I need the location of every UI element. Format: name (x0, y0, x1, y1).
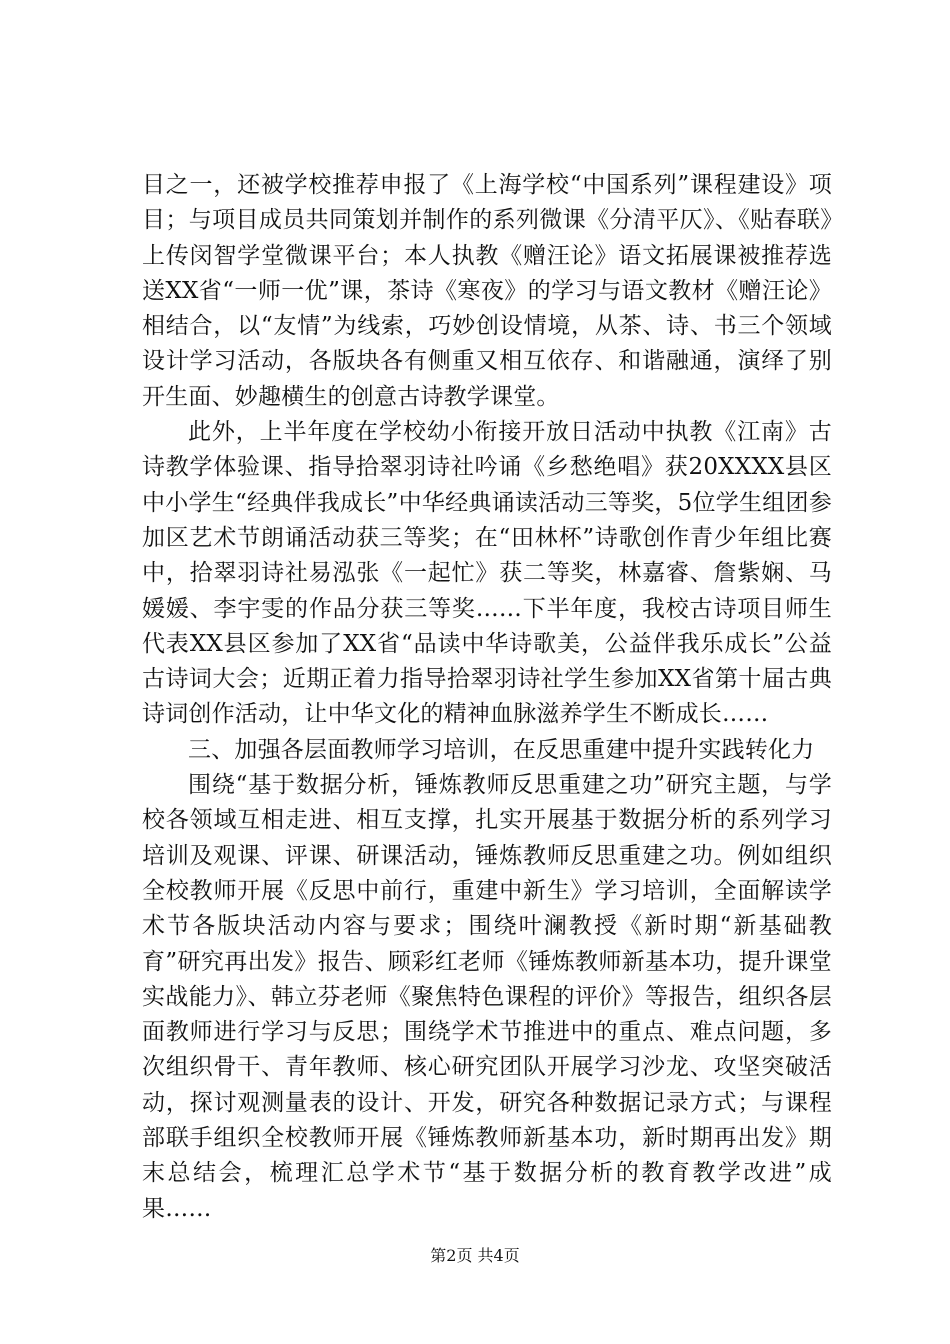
page-number-footer: 第2页 共4页 (430, 1246, 520, 1265)
paragraph-training: 围绕“基于数据分析，锤炼教师反思重建之功”研究主题，与学校各领域互相走进、相互支撑，扎实开展基于数据分析的系列学习培训及观课、评课、研课活动，锤炼教师反思重建之功。例如组织全校教师开展《反思中前行，重建中新生》学习培训，全面解读学术节各版块活动内容与要求；围绕叶澜教授《新时期“新基础教育”研究再出发》报告、顾彩红老师《锤炼教师新基本功，提升课堂实战能力》、韩立芬老师《聚焦特色课程的评价》等报告，组织各层面教师进行学习与反思；围绕学术节推进中的重点、难点问题，多次组织骨干、青年教师、核心研究团队开展学习沙龙、攻坚突破活动，探讨观测量表的设计、开发，研究各种数据记录方式；与课程部联手组织全校教师开展《锤炼教师新基本功，新时期再出发》期末总结会，梳理汇总学术节“基于数据分析的教育教学改进”成果…… (142, 772, 832, 1222)
paragraph-continued: 目之一，还被学校推荐申报了《上海学校“中国系列”课程建设》项目；与项目成员共同策划并制作的系列微课《分清平仄》、《贴春联》上传闵智学堂微课平台；本人执教《赠汪论》语文拓展课被推荐选送XX省“一师一优”课，茶诗《寒夜》的学习与语文教材《赠汪论》相结合，以“友情”为线索，巧妙创设情境，从茶、诗、书三个领域设计学习活动，各版块各有侧重又相互依存、和谐融通，演绎了别开生面、妙趣横生的创意古诗教学课堂。 (142, 172, 832, 410)
section-heading: 三、加强各层面教师学习培训，在反思重建中提升实践转化力 (188, 736, 815, 763)
paragraph-achievements: 此外，上半年度在学校幼小衔接开放日活动中执教《江南》古诗教学体验课、指导拾翠羽诗社吟诵《乡愁绝唱》获20XXXX县区中小学生“经典伴我成长”中华经典诵读活动三等奖，5位学生组团参加区艺术节朗诵活动获三等奖；在“田林杯”诗歌创作青少年组比赛中，拾翠羽诗社易泓张《一起忙》获二等奖，林嘉睿、詹紫娴、马媛媛、李宇雯的作品分获三等奖……下半年度，我校古诗项目师生代表XX县区参加了XX省“品读中华诗歌美，公益伴我乐成长”公益古诗词大会；近期正着力指导拾翠羽诗社学生参加XX省第十届古典诗词创作活动，让中华文化的精神血脉滋养学生不断成长…… (142, 419, 832, 728)
document-body (142, 168, 832, 1227)
